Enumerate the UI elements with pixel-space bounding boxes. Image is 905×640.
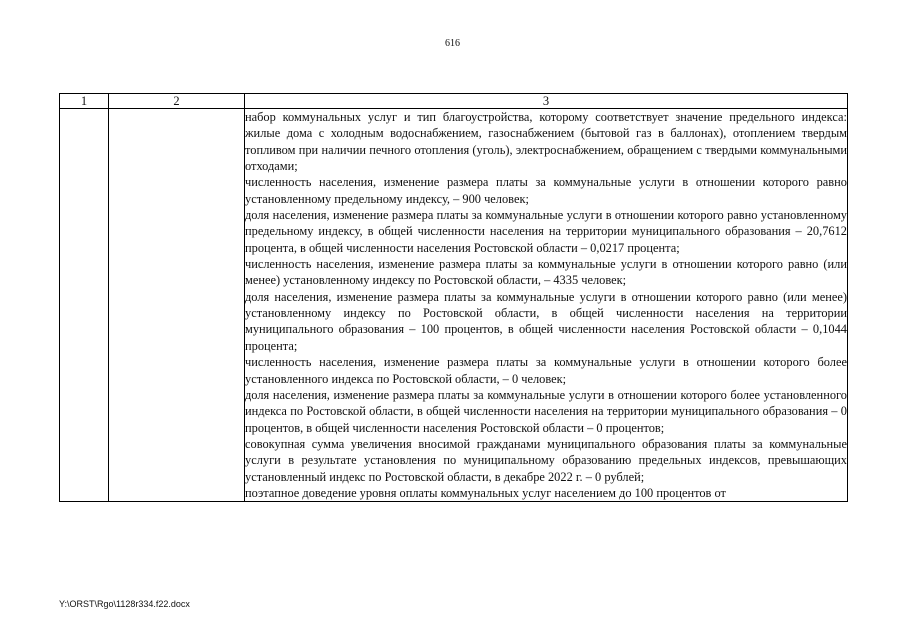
- column-header-1: 1: [60, 94, 109, 109]
- table-header-row: [60, 94, 848, 109]
- paragraph: численность населения, изменение размера платы за коммунальные услуги в отношении которого равно установленному предельному индексу, – 900 человек;: [245, 175, 847, 206]
- document-table: [59, 93, 848, 502]
- paragraph: доля населения, изменение размера платы за коммунальные услуги в отношении которого равно (или менее) установленному индексу по Ростовской области, в общей численности населения на территории муниципального образования – 100 процентов, в общей численности населения Ростовской области – 0,1044 процента;: [245, 289, 847, 353]
- paragraph: доля населения, изменение размера платы за коммунальные услуги в отношении которого равно установленному предельному индексу, в общей численности населения на территории муниципального образования – 20,7612 процента, в общей численности населения Ростовской области – 0,0217 процента;: [245, 208, 847, 255]
- paragraph: набор коммунальных услуг и тип благоустройства, которому соответствует значение предельного индекса: жилые дома с холодным водоснабжением, газоснабжением (бытовой газ в баллонах), отоплением твердым топливом при наличии печного отопления (уголь), электроснабжением, обращением с твердыми коммунальными отходами;: [245, 110, 847, 174]
- paragraph: поэтапное доведение уровня оплаты коммунальных услуг населением до 100 процентов от: [245, 485, 726, 500]
- empty-cell-col-1: [60, 109, 109, 502]
- column-header-2: 2: [109, 94, 245, 109]
- paragraph: численность населения, изменение размера платы за коммунальные услуги в отношении которого более установленного индекса по Ростовской области, – 0 человек;: [245, 355, 847, 386]
- table-row: [60, 109, 848, 502]
- column-header-3: 3: [245, 94, 848, 109]
- page-number: 616: [445, 38, 460, 49]
- paragraph: доля населения, изменение размера платы за коммунальные услуги в отношении которого более установленного индекса по Ростовской области, в общей численности населения на территории муниципального образования – 0 процентов, в общей численности населения Ростовской области – 0 процентов;: [245, 387, 847, 435]
- footer-file-path: Y:\ORST\Rgo\1128r334.f22.docx: [59, 599, 190, 609]
- paragraph: численность населения, изменение размера платы за коммунальные услуги в отношении которого равно (или менее) установленному индексу по Ростовской области, – 4335 человек;: [245, 257, 847, 288]
- empty-cell-col-2: [109, 109, 245, 502]
- content-cell: [245, 109, 848, 502]
- paragraph: совокупная сумма увеличения вносимой гражданами муниципального образования платы за коммунальные услуги в результате установления по муниципальному образованию предельных индексов, превышающих установленный индекс по Ростовской области, в декабре 2022 г. – 0 рублей;: [245, 436, 847, 484]
